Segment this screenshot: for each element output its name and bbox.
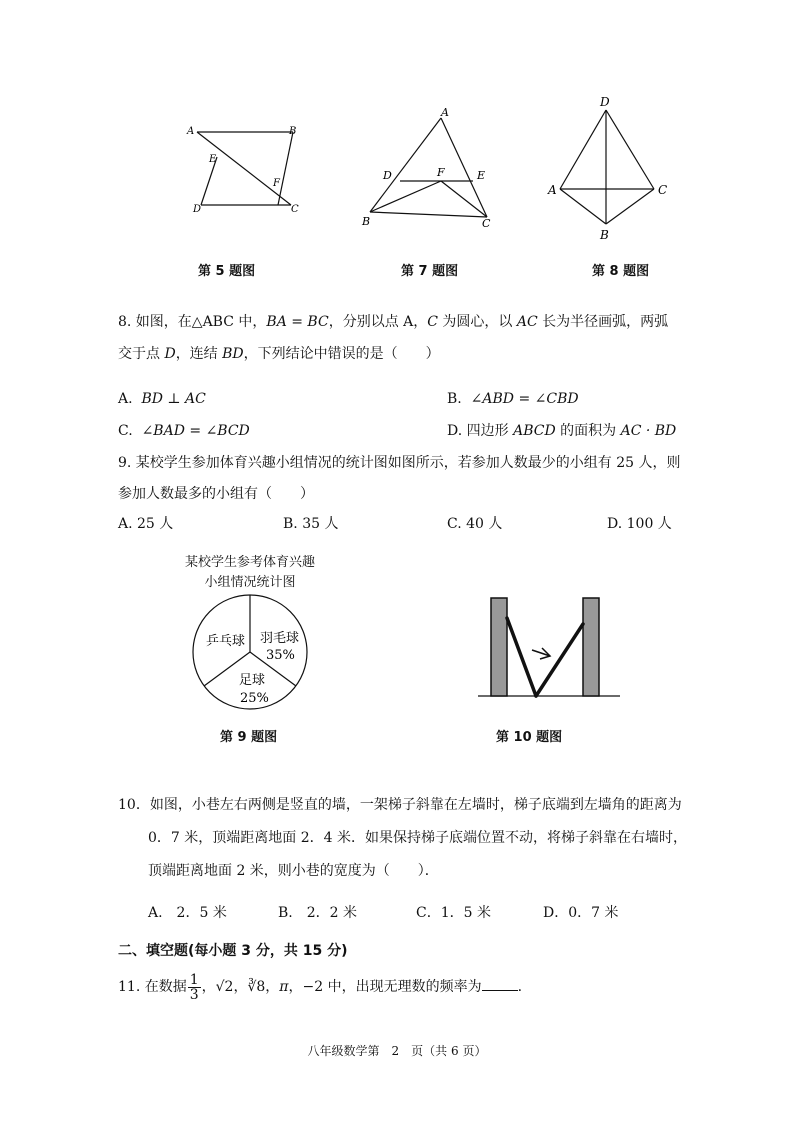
fig8-caption: 第 8 题图: [592, 264, 650, 279]
fig10-caption: 第 10 题图: [496, 730, 563, 745]
q10-option-c: C．1．5 米: [416, 905, 491, 921]
q9-option-c: C. 40 人: [447, 516, 503, 532]
fig5-label-E: E: [209, 154, 217, 165]
fig5-label-F: F: [273, 178, 280, 189]
fig9-caption: 第 9 题图: [220, 730, 278, 745]
fig7-label-A: A: [441, 106, 449, 119]
fig7-label-B: B: [362, 215, 371, 228]
fig8-label-B: B: [600, 228, 609, 242]
q9-stem-line2: 参加人数最多的小组有（ ）: [118, 486, 314, 502]
q9-option-d: D. 100 人: [607, 516, 672, 532]
fig5-label-B: B: [289, 126, 297, 137]
fig8-label-A: A: [548, 183, 557, 197]
fig8-label-D: D: [600, 95, 610, 109]
fig7-label-C: C: [482, 217, 491, 230]
fig5-label-A: A: [187, 126, 195, 137]
q8-option-d: D. 四边形 ABCD 的面积为 AC · BD: [447, 423, 677, 439]
figure-7: [355, 100, 505, 235]
fig9-slice-badminton-pct: 35%: [266, 648, 295, 663]
q8-option-c: C. ∠BAD = ∠BCD: [118, 423, 250, 439]
fig9-slice-badminton: 羽毛球: [260, 631, 300, 646]
page-footer: 八年级数学第 2 页（共 6 页）: [307, 1044, 487, 1058]
fig9-slice-football-pct: 25%: [240, 691, 269, 706]
fig5-label-D: D: [193, 204, 202, 215]
q9-option-a: A. 25 人: [118, 516, 174, 532]
q10-option-d: D．0．7 米: [543, 905, 619, 921]
figure-5: [185, 120, 305, 220]
q10-stem-line1: 10．如图，小巷左右两侧是竖直的墙，一架梯子斜靠在左墙时，梯子底端到左墙角的距离为: [118, 797, 682, 813]
q10-option-a: A. 2．5 米: [148, 905, 227, 921]
fig7-label-F: F: [437, 166, 445, 179]
fig5-label-C: C: [291, 204, 299, 215]
fig9-title: [170, 553, 330, 593]
q8-option-a: A. BD ⊥ AC: [118, 391, 206, 407]
q10-option-b: B. 2．2 米: [278, 905, 358, 921]
q9-option-b: B. 35 人: [283, 516, 339, 532]
q8-stem-line1: 8. 如图，在△ABC 中，BA = BC，分别以点 A，C 为圆心，以 AC 长为半径画弧，两弧: [118, 314, 669, 330]
q10-stem-line2: 0．7 米，顶端距离地面 2．4 米．如果保持梯子底端位置不动，将梯子斜靠在右墙时，: [148, 830, 687, 846]
section-2-title: 二、填空题(每小题 3 分，共 15 分): [118, 943, 348, 959]
fig7-caption: 第 7 题图: [401, 264, 459, 279]
fig7-label-D: D: [383, 169, 392, 182]
q9-stem-line1: 9. 某校学生参加体育兴趣小组情况的统计图如图所示，若参加人数最少的小组有 25 人，则: [118, 455, 681, 471]
figure-8: [540, 92, 675, 242]
fig9-title-line2: 小组情况统计图: [204, 575, 296, 590]
figure-10: [478, 590, 623, 705]
q11-fraction: $\frac{1}{3}$: [189, 971, 199, 1003]
q11-answer-blank: [482, 976, 518, 991]
q8-option-b: B. ∠ABD = ∠CBD: [447, 391, 579, 407]
fig9-title-line1: 某校学生参考体育兴趣: [184, 555, 315, 570]
fig7-label-E: E: [477, 169, 486, 182]
figure-9-pie: [190, 592, 310, 712]
fig9-slice-pingpong: 乒乓球: [206, 634, 246, 649]
fig8-label-C: C: [658, 183, 668, 197]
q10-stem-line3: 顶端距离地面 2 米，则小巷的宽度为（ ）．: [148, 863, 439, 879]
q8-stem-line2: 交于点 D，连结 BD，下列结论中错误的是（ ）: [118, 346, 440, 362]
fig9-slice-football: 足球: [239, 673, 266, 688]
q11-stem: 11. 在数据 $\frac{1}{3}$ ，√2，∛8，π，−2 中，出现无理数的频率为 .: [118, 971, 523, 1003]
fig5-caption: 第 5 题图: [198, 264, 256, 279]
